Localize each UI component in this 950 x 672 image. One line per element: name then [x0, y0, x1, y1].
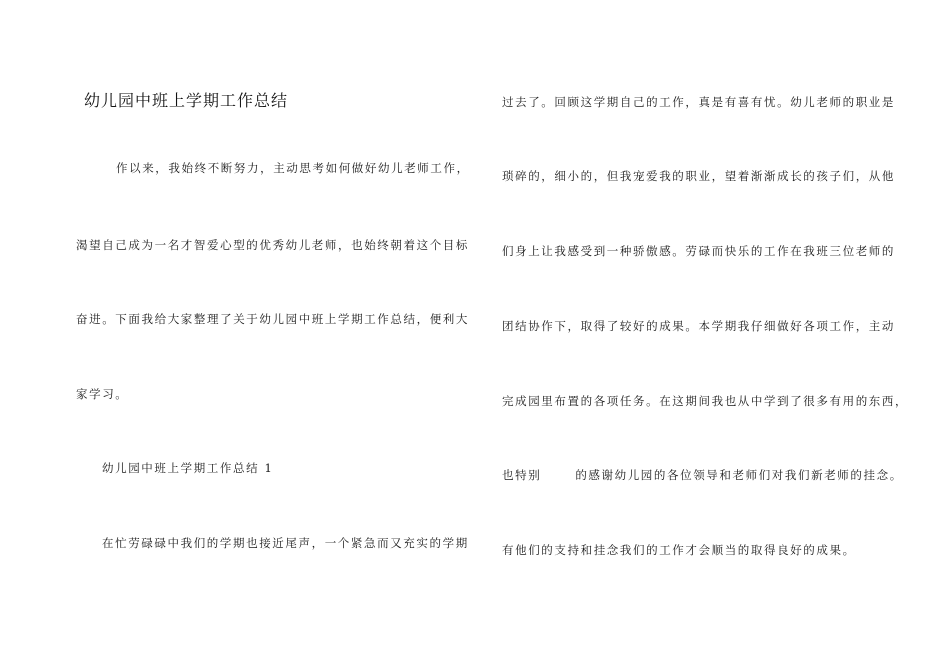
intro-line-4: 家学习。	[76, 387, 129, 401]
right-line-7: 有他们的支持和挂念我们的工作才会顺当的取得良好的成果。	[502, 543, 856, 557]
right-line-2: 琐碎的，细小的，但我宠爱我的职业，望着渐渐成长的孩子们，从他	[502, 169, 895, 183]
section-heading: 幼儿园中班上学期工作总结 1	[102, 461, 274, 475]
right-line-6	[502, 467, 903, 483]
right-line-6-part1: 也特别	[502, 468, 542, 482]
right-line-4: 团结协作下，取得了较好的成果。本学期我仔细做好各项工作，主动	[502, 319, 895, 333]
right-line-3: 们身上让我感受到一种骄傲感。劳碌而快乐的工作在我班三位老师的	[502, 244, 895, 258]
right-line-1: 过去了。回顾这学期自己的工作，真是有喜有忧。幼儿老师的职业是	[502, 95, 895, 109]
intro-line-3: 奋进。下面我给大家整理了关于幼儿园中班上学期工作总结，便利大	[76, 312, 469, 326]
document-title: 幼儿园中班上学期工作总结	[84, 91, 289, 110]
body-line-1: 在忙劳碌碌中我们的学期也接近尾声，一个紧急而又充实的学期	[102, 536, 469, 550]
right-line-6-part2: 的感谢幼儿园的各位领导和老师们对我们新老师的挂念。	[575, 468, 903, 482]
right-line-5: 完成园里布置的各项任务。在这期间我也从中学到了很多有用的东西，	[502, 394, 909, 408]
intro-line-2: 渴望自己成为一名才智爱心型的优秀幼儿老师，也始终朝着这个目标	[76, 238, 469, 252]
intro-line-1: 作以来，我始终不断努力，主动思考如何做好幼儿老师工作，	[116, 161, 470, 175]
